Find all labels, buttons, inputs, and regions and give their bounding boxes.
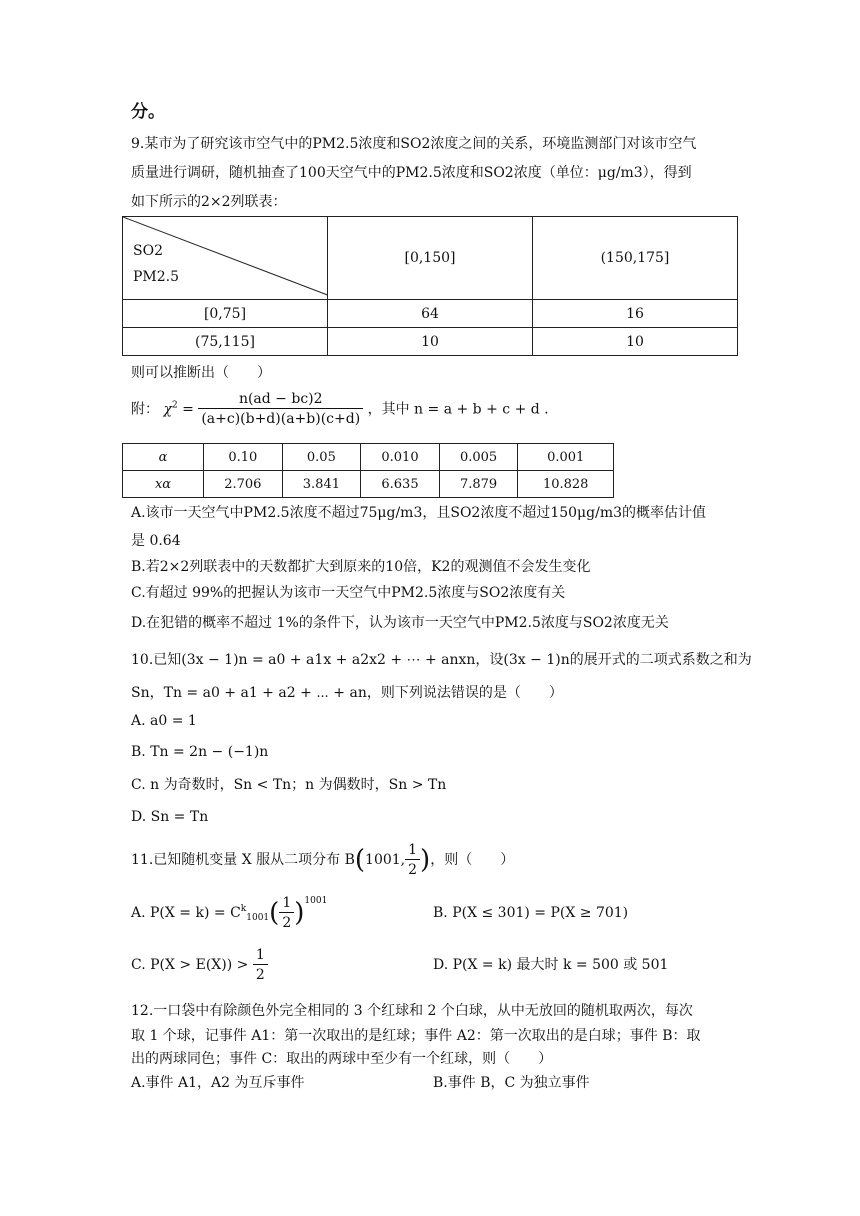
- cell: 64: [328, 300, 533, 328]
- table-row: [123, 328, 738, 356]
- q12-line2: 取 1 个球，记事件 A1：第一次取出的是红球；事件 A2：第一次取出的是白球；事件 B：取: [131, 1028, 701, 1044]
- cell: 2.706: [204, 471, 283, 498]
- q10-option-a: A. a0 = 1: [131, 713, 197, 729]
- q9-option-b: B.若2×2列联表中的天数都扩大到原来的10倍，K2的观测值不会发生变化: [131, 559, 591, 575]
- cell: 0.010: [361, 444, 440, 471]
- chi-formula: 附： $\chi^2$ = $\frac{n(ad - bc)2}{(a+c)(b+d)(a+b)(c+d)}$ ，其中 n = a + b + c + d .: [131, 391, 549, 427]
- table-row: [123, 444, 614, 471]
- critical-value-table: [122, 443, 614, 498]
- q10-option-b: B. Tn = 2n − (−1)n: [131, 744, 269, 760]
- q9-infer: 则可以推断出（ ）: [131, 365, 271, 381]
- q12-option-b: B.事件 B，C 为独立事件: [433, 1075, 590, 1091]
- fraction-numerator: 1: [253, 946, 268, 965]
- q10-line2: Sn，Tn = a0 + a1 + a2 + ⋯ + an，则下列说法错误的是（ ）: [131, 685, 563, 701]
- corner-pm-label: PM2.5: [133, 269, 180, 285]
- cell: 10.828: [518, 471, 614, 498]
- q10-option-d: D. Sn = Tn: [131, 809, 209, 825]
- table-row: [123, 471, 614, 498]
- x-label: xα: [123, 471, 204, 498]
- q11-stem-args: 1001,: [365, 852, 406, 868]
- half-fraction: [279, 894, 294, 933]
- cell: 0.005: [439, 444, 518, 471]
- q12-option-a: A.事件 A1，A2 为互斥事件: [131, 1075, 305, 1091]
- cell: 0.001: [518, 444, 614, 471]
- q12-line3: 出的两球同色；事件 C：取出的两球中至少有一个红球，则（ ）: [131, 1051, 553, 1067]
- q12-line1: 12.一口袋中有除颜色外完全相同的 3 个红球和 2 个白球，从中无放回的随机取两次，每次: [131, 1003, 693, 1019]
- fraction-denominator: 2: [282, 914, 292, 931]
- cell: 0.05: [282, 444, 361, 471]
- row-label: [0,75]: [123, 300, 328, 328]
- cell: 10: [328, 328, 533, 356]
- corner-so2-label: SO2: [133, 243, 163, 259]
- table-corner-cell: [123, 217, 328, 300]
- cell: 6.635: [361, 471, 440, 498]
- fraction-numerator: 1: [279, 894, 294, 913]
- formula-fraction: [198, 390, 363, 429]
- row-label: (75,115]: [123, 328, 328, 356]
- q10-line1: 10.已知(3x − 1)n = a0 + a1x + a2x2 + ⋯ + anxn，设(3x − 1)n的展开式的二项式系数之和为: [131, 652, 752, 668]
- q11-option-b: B. P(X ≤ 301) = P(X ≥ 701): [433, 905, 629, 921]
- leading-text: 分。: [131, 102, 165, 122]
- q9-option-a-line2: 是 0.64: [131, 533, 181, 549]
- q10-option-c: C. n 为奇数时，Sn < Tn；n 为偶数时，Sn > Tn: [131, 777, 447, 793]
- formula-denominator: (a+c)(b+d)(a+b)(c+d): [201, 411, 361, 427]
- q11-option-a: A. $P(X = k) = C^k_{1001}$( $\frac{1}{2}$ )$^{1001}$: [131, 894, 328, 931]
- col-header-1: [0,150]: [328, 217, 533, 300]
- fraction-denominator: 2: [255, 966, 265, 983]
- q9-option-c: C.有超过 99%的把握认为该市一天空气中PM2.5浓度与SO2浓度有关: [131, 585, 566, 601]
- fraction-denominator: 2: [408, 861, 418, 878]
- half-fraction: [405, 841, 420, 880]
- table-row: [123, 300, 738, 328]
- chi-symbol: χ: [163, 401, 172, 418]
- cell: 0.10: [204, 444, 283, 471]
- cell: 10: [533, 328, 738, 356]
- q11-stem-post: ，则（ ）: [430, 852, 515, 868]
- contingency-table: [122, 216, 738, 356]
- half-fraction: [253, 946, 268, 985]
- cell: 3.841: [282, 471, 361, 498]
- power-exponent: 1001: [304, 896, 328, 906]
- q11-option-c-pre: C. P(X > E(X)) >: [131, 957, 249, 973]
- fraction-numerator: 1: [405, 841, 420, 860]
- q9-line1: 9.某市为了研究该市空气中的PM2.5浓度和SO2浓度之间的关系，环境监测部门对该市空气: [131, 136, 697, 152]
- q9-line3: 如下所示的2×2列联表：: [131, 194, 287, 210]
- q11-stem: 11.已知随机变量 X 服从二项分布 B(1001, $\frac{1}{2}$ )，则（ ）: [131, 841, 515, 878]
- q9-line2: 质量进行调研，随机抽查了100天空气中的PM2.5浓度和SO2浓度（单位：μg/m3），得到: [131, 165, 692, 181]
- q11-option-a-pre: A. P(X = k) = C: [131, 905, 241, 921]
- q11-option-d: D. P(X = k) 最大时 k = 500 或 501: [433, 957, 669, 973]
- formula-prefix: 附：: [131, 401, 159, 418]
- formula-numerator: n(ad − bc)2: [198, 390, 363, 409]
- cell: 16: [533, 300, 738, 328]
- col-header-2: (150,175]: [533, 217, 738, 300]
- combination-sub: 1001: [246, 913, 270, 923]
- q11-option-c: [131, 944, 268, 986]
- q11-stem-pre: 11.已知随机变量 X 服从二项分布 B: [131, 852, 355, 868]
- combination-sup: k: [240, 904, 247, 914]
- alpha-label: α: [123, 444, 204, 471]
- cell: 7.879: [439, 471, 518, 498]
- q9-option-d: D.在犯错的概率不超过 1%的条件下，认为该市一天空气中PM2.5浓度与SO2浓度无关: [131, 615, 669, 631]
- q9-option-a-line1: A.该市一天空气中PM2.5浓度不超过75μg/m3，且SO2浓度不超过150μg/m3的概率估计值: [131, 505, 707, 521]
- formula-suffix: ，其中 n = a + b + c + d .: [367, 401, 549, 418]
